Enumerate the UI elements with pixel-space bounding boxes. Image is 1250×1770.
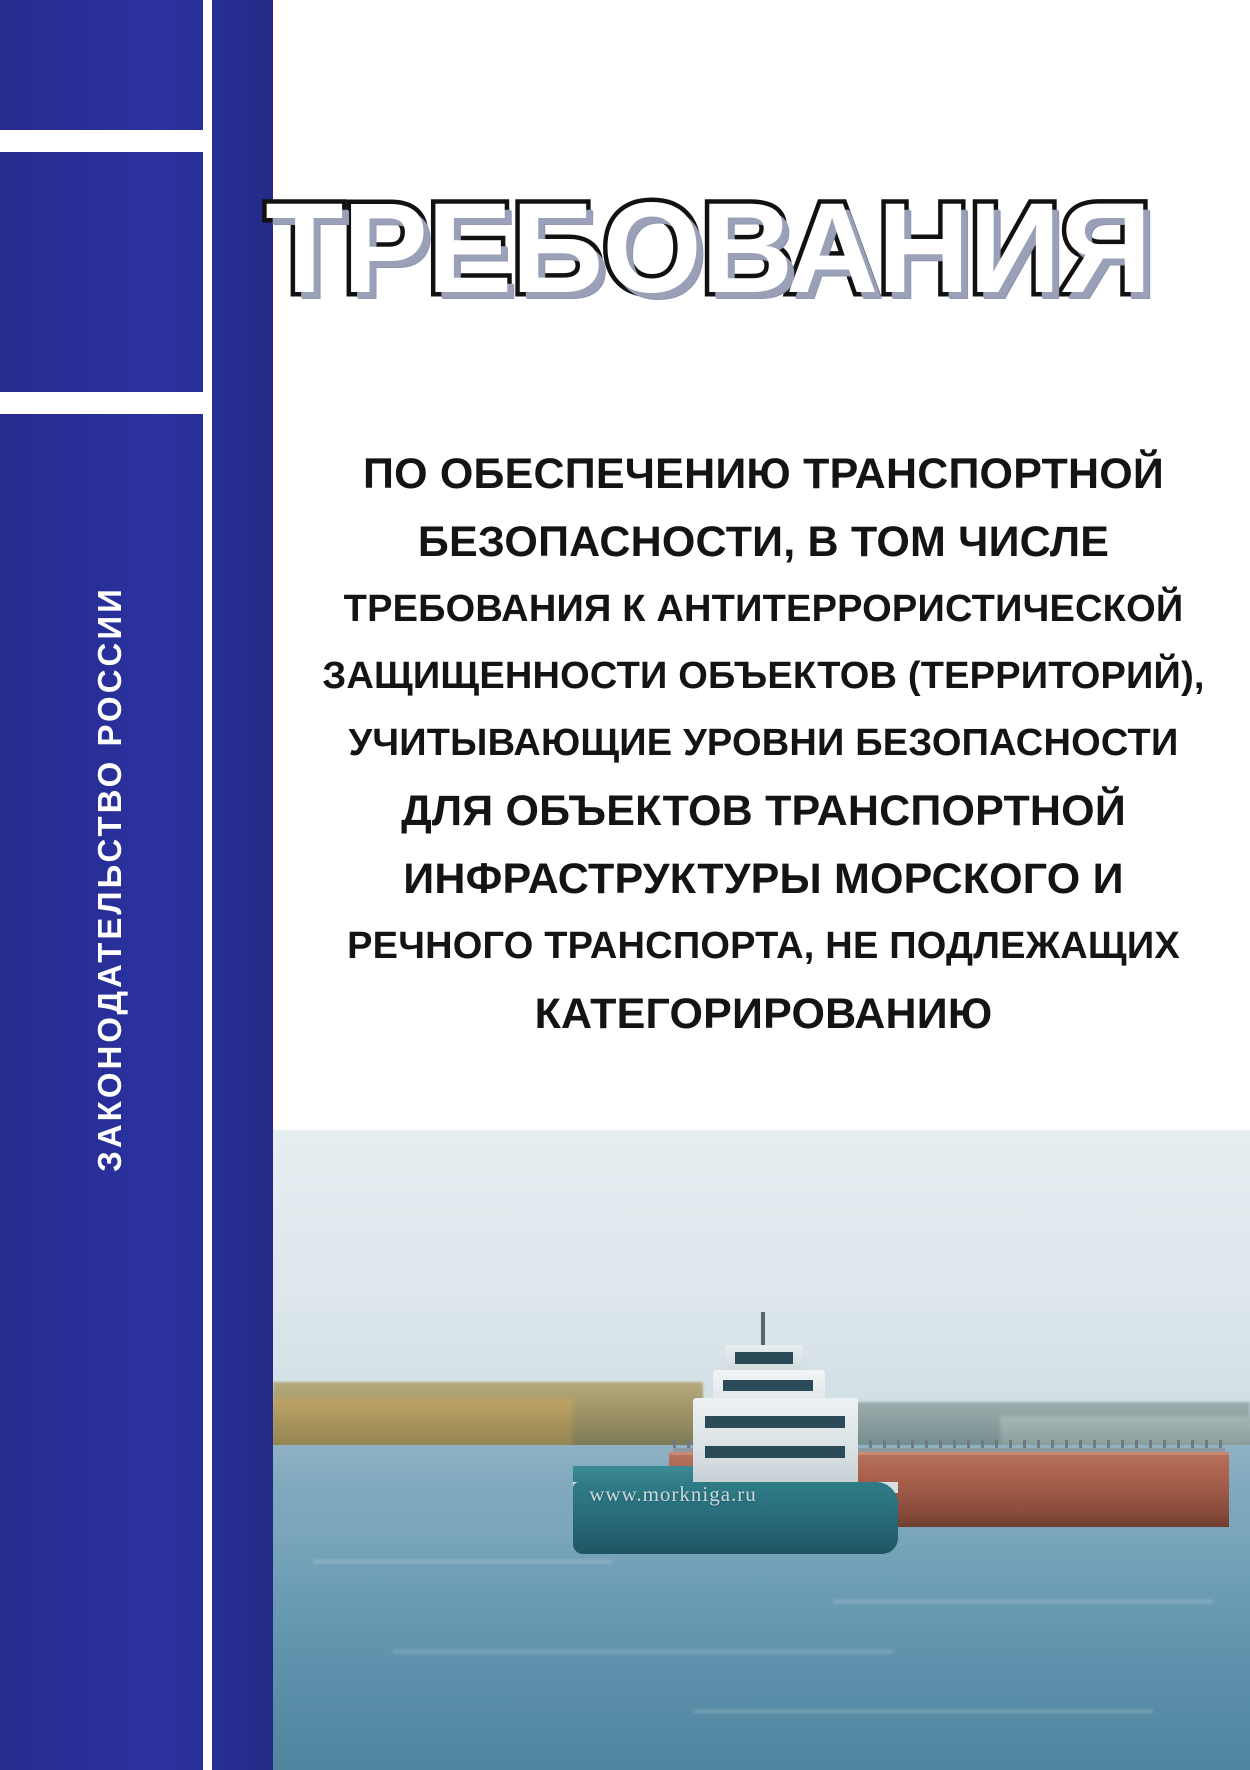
tug-bridge-window bbox=[735, 1352, 793, 1364]
subtitle-line: БЕЗОПАСНОСТИ, В ТОМ ЧИСЛЕ bbox=[417, 518, 1110, 566]
water-highlight bbox=[313, 1560, 613, 1563]
subtitle-line: УЧИТЫВАЮЩИЕ УРОВНИ БЕЗОПАСНОСТИ bbox=[348, 722, 1179, 764]
tug-window bbox=[705, 1446, 845, 1458]
tug-window bbox=[723, 1380, 813, 1391]
water-highlight bbox=[693, 1710, 1153, 1713]
subtitle-line: ЗАЩИЩЕННОСТИ ОБЪЕКТОВ (ТЕРРИТОРИЙ), bbox=[322, 655, 1205, 697]
water-highlight bbox=[833, 1600, 1213, 1603]
cover-content bbox=[265, 0, 1250, 1770]
water-highlight bbox=[393, 1650, 893, 1653]
subtitle-line: КАТЕГОРИРОВАНИЮ bbox=[534, 990, 993, 1038]
subtitle-line: ТРЕБОВАНИЯ К АНТИТЕРРОРИСТИЧЕСКОЙ bbox=[343, 588, 1184, 630]
subtitle-block bbox=[273, 440, 1250, 1048]
subtitle-line: ПО ОБЕСПЕЧЕНИЮ ТРАНСПОРТНОЙ bbox=[363, 450, 1164, 498]
band-separator-bottom bbox=[0, 392, 203, 414]
subtitle-line: ИНФРАСТРУКТУРЫ МОРСКОГО И bbox=[403, 855, 1124, 903]
photo-watermark: www.morkniga.ru bbox=[589, 1482, 757, 1506]
tug-superstructure bbox=[693, 1398, 858, 1490]
tug-window bbox=[705, 1416, 845, 1428]
subtitle-line: РЕЧНОГО ТРАНСПОРТА, НЕ ПОДЛЕЖАЩИХ bbox=[347, 925, 1180, 967]
series-label: ЗАКОНОДАТЕЛЬСТВО РОССИИ bbox=[91, 586, 128, 1172]
band-separator-top bbox=[0, 130, 203, 152]
tug-mast bbox=[761, 1312, 765, 1348]
page-title: ТРЕБОВАНИЯ bbox=[265, 177, 1151, 320]
cover-photo bbox=[273, 1130, 1250, 1770]
subtitle-line: ДЛЯ ОБЪЕКТОВ ТРАНСПОРТНОЙ bbox=[401, 787, 1126, 835]
